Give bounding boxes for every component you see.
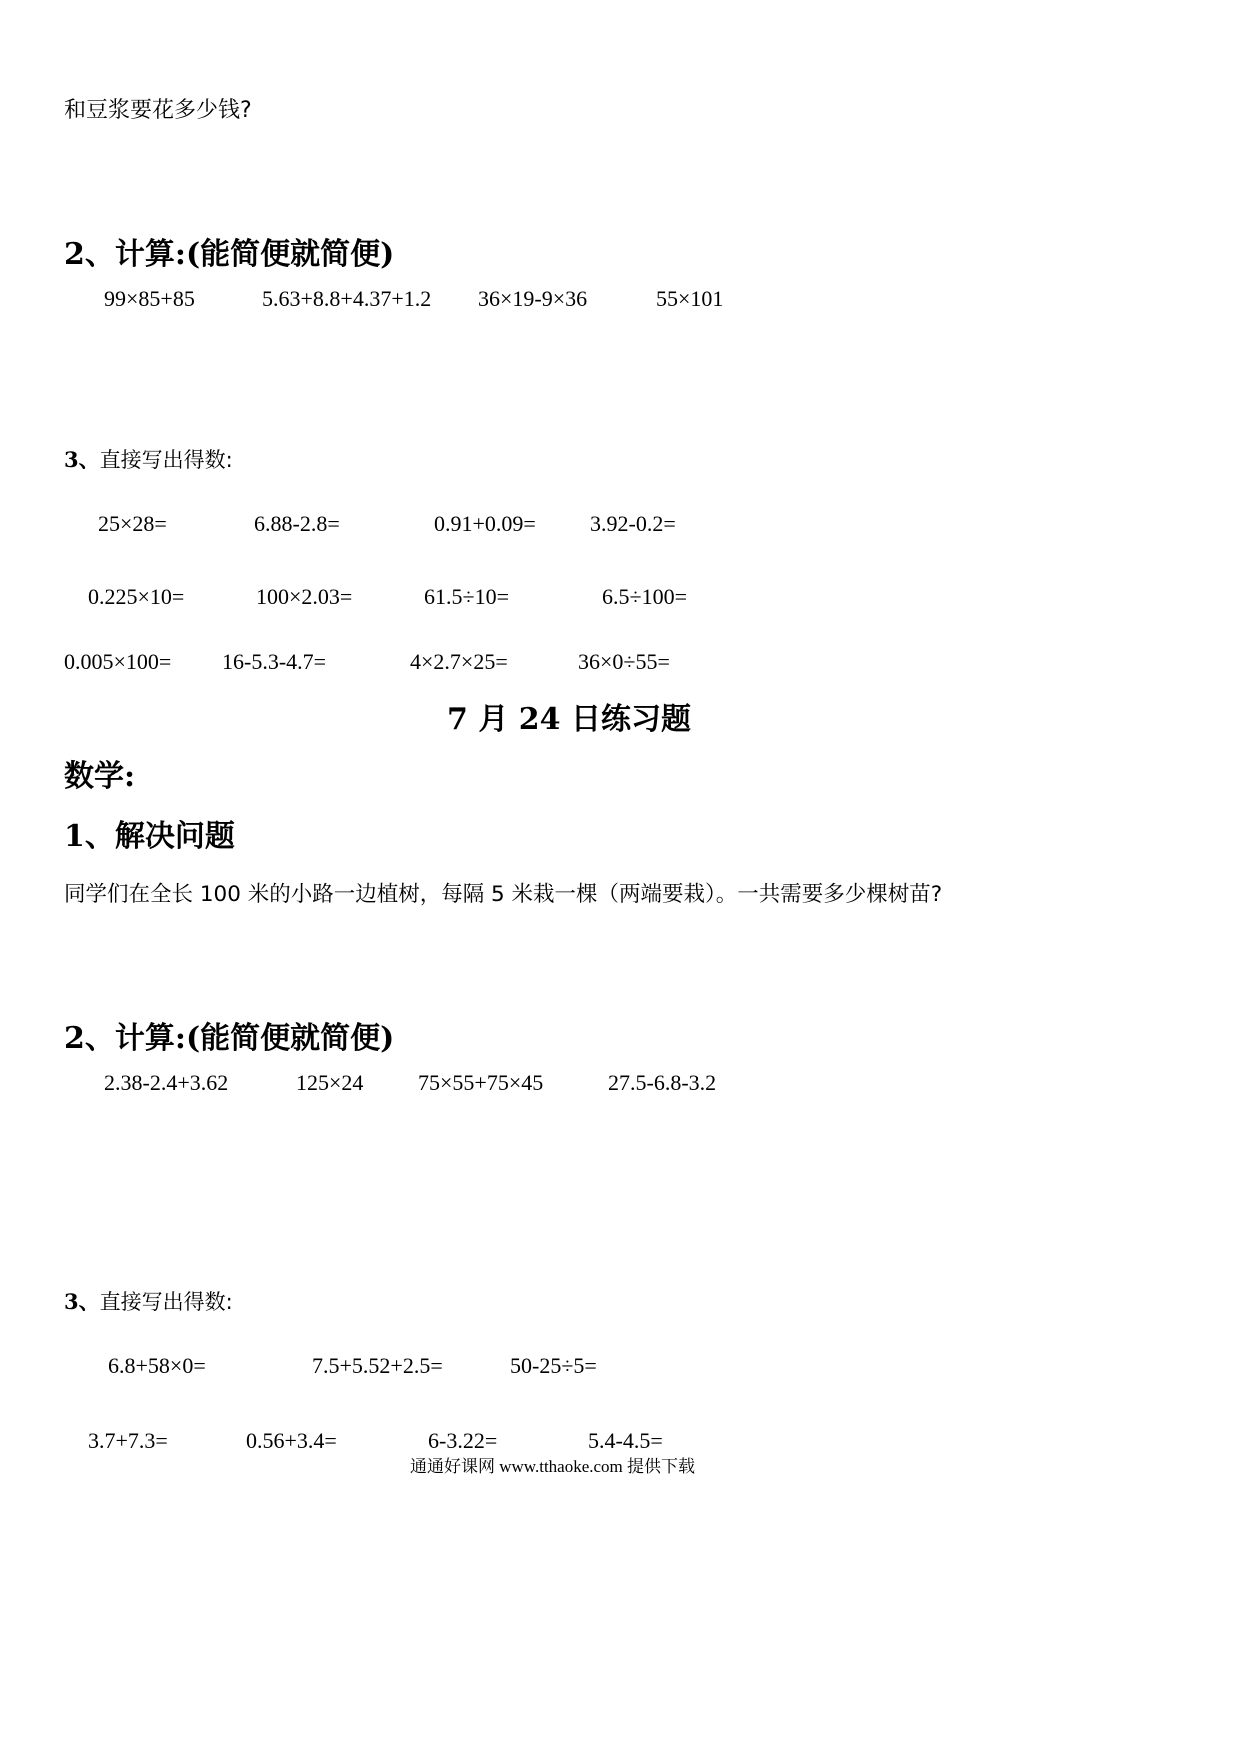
direct-expression: 3.7+7.3= — [88, 1428, 168, 1453]
page-title: 7 月 24 日练习题 — [447, 702, 691, 737]
page-footer: 通通好课网 www.tthaoke.com 提供下载 — [410, 1457, 696, 1476]
direct-heading — [64, 1291, 233, 1313]
calc-expression: 125×24 — [296, 1070, 364, 1095]
problem-heading: 1、解决问题 — [64, 819, 235, 854]
direct-expression: 25×28= — [98, 511, 167, 536]
direct-expression: 6-3.22= — [428, 1428, 498, 1453]
direct-expression: 100×2.03= — [256, 584, 353, 609]
question-continuation: 和豆浆要花多少钱? — [64, 98, 252, 123]
calc-expression: 99×85+85 — [104, 286, 195, 311]
calc-expression: 5.63+8.8+4.37+1.2 — [262, 286, 432, 311]
direct-expression: 4×2.7×25= — [410, 649, 508, 674]
direct-expression: 61.5÷10= — [424, 584, 509, 609]
direct-expression: 6.88-2.8= — [254, 511, 340, 536]
direct-heading-number: 3、 — [64, 1289, 100, 1314]
calc-expression: 55×101 — [656, 286, 724, 311]
calc-expression: 36×19-9×36 — [478, 286, 588, 311]
direct-expression: 0.225×10= — [88, 584, 185, 609]
direct-expression: 0.56+3.4= — [246, 1428, 337, 1453]
direct-heading-number: 3、 — [64, 447, 100, 472]
calc-expression: 27.5-6.8-3.2 — [608, 1070, 717, 1095]
calc-expression: 2.38-2.4+3.62 — [104, 1070, 229, 1095]
direct-expression: 5.4-4.5= — [588, 1428, 663, 1453]
direct-heading-text: 直接写出得数: — [99, 1290, 233, 1314]
calc-heading: 2、计算:(能简便就简便) — [64, 1021, 395, 1056]
problem-text: 同学们在全长 100 米的小路一边植树，每隔 5 米栽一棵（两端要栽）。一共需要多少棵树苗? — [64, 882, 943, 907]
direct-heading — [64, 449, 233, 471]
direct-expression: 3.92-0.2= — [590, 511, 676, 536]
direct-expression: 7.5+5.52+2.5= — [312, 1353, 443, 1378]
direct-expression: 50-25÷5= — [510, 1353, 597, 1378]
direct-expression: 6.8+58×0= — [108, 1353, 206, 1378]
subject-heading: 数学: — [64, 759, 136, 794]
direct-expression: 0.005×100= — [64, 649, 172, 674]
direct-expression: 6.5÷100= — [602, 584, 687, 609]
calc-expression: 75×55+75×45 — [418, 1070, 544, 1095]
calc-heading: 2、计算:(能简便就简便) — [64, 237, 395, 272]
direct-expression: 36×0÷55= — [578, 649, 670, 674]
direct-heading-text: 直接写出得数: — [99, 448, 233, 472]
direct-expression: 0.91+0.09= — [434, 511, 536, 536]
direct-expression: 16-5.3-4.7= — [222, 649, 327, 674]
